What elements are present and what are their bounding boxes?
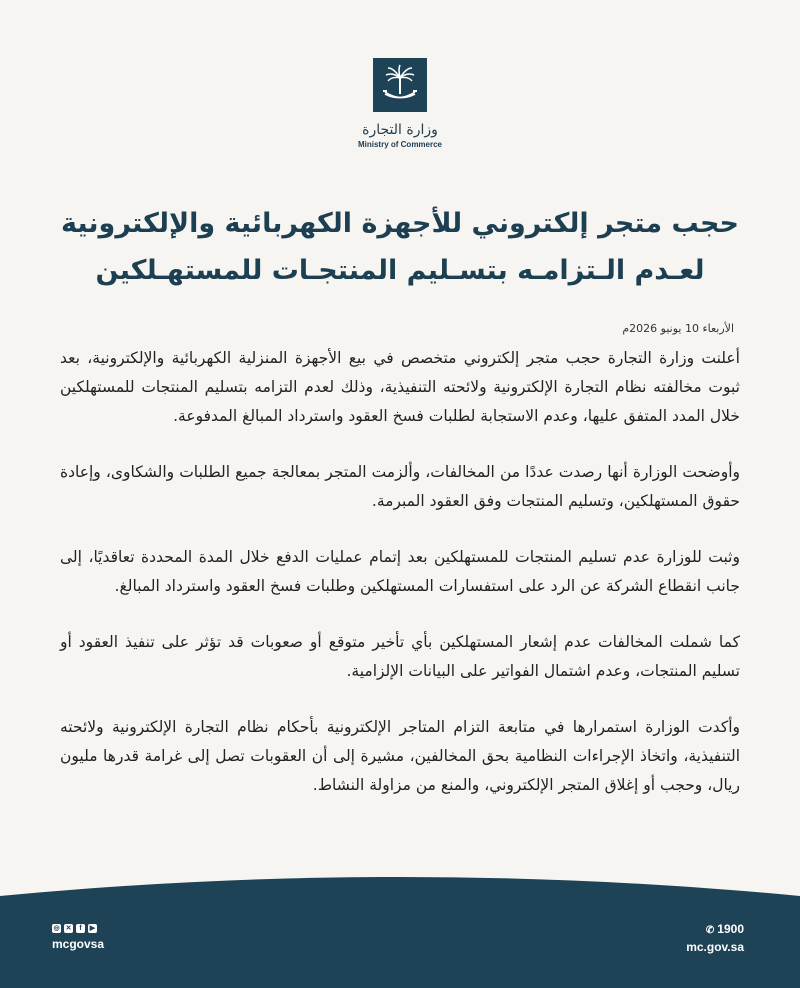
youtube-icon[interactable]: ▶	[89, 925, 96, 932]
headline	[40, 200, 760, 294]
paragraph: وأوضحت الوزارة أنها رصدت عددًا من المخالفات، وألزمت المتجر بمعالجة جميع الطلبات والشكاوى، وإعادة حقوق المستهلكين، وتسليم المنتجات وفق العقود المبرمة.	[60, 463, 740, 510]
social-handle[interactable]: mcgovsa	[52, 937, 105, 951]
x-icon[interactable]: ✕	[65, 925, 72, 932]
phone-row[interactable]	[686, 922, 744, 936]
facebook-icon[interactable]: f	[76, 924, 85, 933]
palm-swords-emblem-icon	[373, 58, 427, 112]
headline-line-2: لعـدم الـتزامـه بتسـليم المنتجـات للمستهـلكين	[95, 255, 705, 286]
instagram-icon[interactable]: ◎	[53, 925, 60, 932]
social-icons	[52, 924, 104, 933]
footer-contact	[686, 922, 744, 954]
phone-icon: ✆	[705, 925, 715, 936]
website-link[interactable]: mc.gov.sa	[686, 940, 744, 954]
headline-line-1: حجب متجر إلكتروني للأجهزة الكهربائية والإلكترونية	[61, 208, 739, 239]
paragraph: وأكدت الوزارة استمرارها في متابعة التزام المتاجر الإلكترونية بأحكام نظام التجارة الإلكترونية ولائحته التنفيذية، واتخاذ الإجراءات النظامية بحق المخالفين، مشيرة إلى أن العقوبات تصل إلى غرامة قدرها مليون ريال، وحجب أو إغلاق المتجر الإلكتروني، والمنع من مزاولة النشاط.	[60, 718, 740, 794]
paragraph: أعلنت وزارة التجارة حجب متجر إلكتروني متخصص في بيع الأجهزة المنزلية الكهربائية والإلكترونية، بعد ثبوت مخالفته نظام التجارة الإلكترونية ولائحته التنفيذية، وذلك لعدم التزامه بتسليم المنتجات للمستهلكين خلال المدد المتفق عليها، وعدم الاستجابة لطلبات فسخ العقود واسترداد المبالغ المدفوعة.	[60, 349, 740, 425]
footer-social	[52, 924, 104, 951]
ministry-logo	[0, 58, 800, 149]
phone-number: 1900	[717, 922, 744, 936]
paragraph: كما شملت المخالفات عدم إشعار المستهلكين بأي تأخير متوقع أو صعوبات قد تؤثر على تنفيذ العقود أو تسليم المنتجات، وعدم اشتمال الفواتير على البيانات الإلزامية.	[60, 633, 740, 680]
ministry-name-english: Ministry of Commerce	[357, 140, 443, 149]
footer-band	[0, 872, 800, 988]
publication-date: الأربعاء 10 يونيو 2026م	[622, 322, 734, 335]
ministry-name-arabic: وزارة التجارة	[362, 122, 438, 138]
paragraph: وثبت للوزارة عدم تسليم المنتجات للمستهلكين بعد إتمام عمليات الدفع خلال المدة المحددة تعاقديًا، إلى جانب انقطاع الشركة عن الرد على استفسارات المستهلكين وطلبات فسخ العقود واسترداد المبالغ.	[60, 548, 740, 595]
article-body	[60, 344, 740, 827]
